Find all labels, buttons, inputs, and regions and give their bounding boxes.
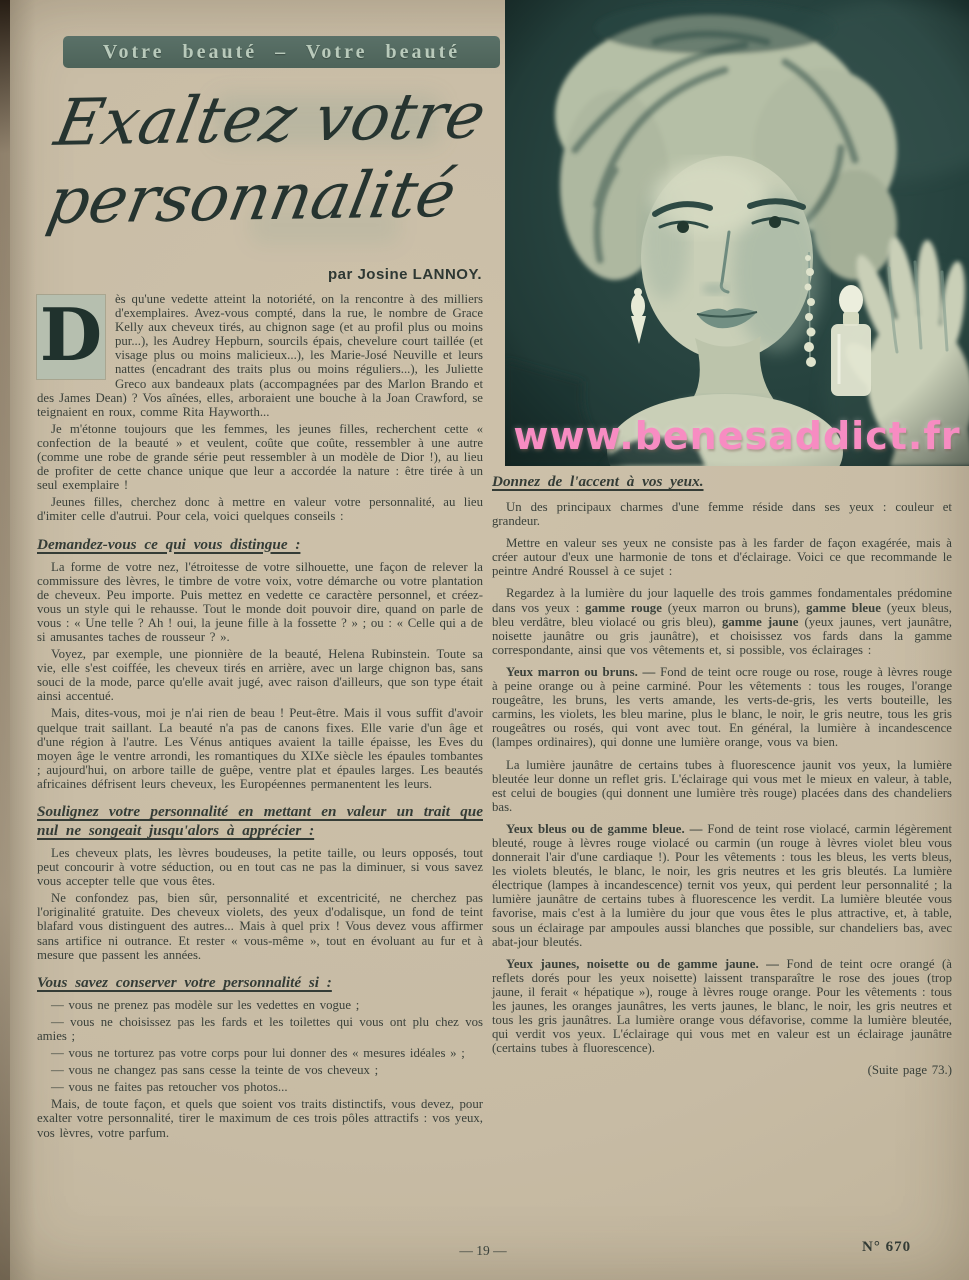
paragraph: Jeunes filles, cherchez donc à mettre en valeur votre personnalité, au lieu d'imiter celle d'autrui. Pour cela, voici quelques conseils : bbox=[37, 495, 483, 524]
paragraph: Un des principaux charmes d'une femme réside dans ses yeux : couleur et grandeur. bbox=[492, 500, 952, 529]
paragraph-yeux-bleus bbox=[492, 822, 952, 949]
left-column bbox=[37, 292, 483, 1143]
subheading-distingue: Demandez-vous ce qui vous distingue : bbox=[37, 535, 301, 553]
woman-portrait-illustration bbox=[505, 0, 969, 466]
paragraph-gammes bbox=[492, 586, 952, 656]
paragraph-text: (yeux bleus, bleu verdâtre, bleu violacé ou gris bleu), bbox=[492, 600, 952, 629]
watermark: www.benesaddict.fr bbox=[513, 414, 961, 458]
list-item: — vous ne prenez pas modèle sur les vedettes en vogue ; bbox=[51, 997, 360, 1012]
list-item: — vous ne choisissez pas les fards et les toilettes qui vous ont plu chez vos amies ; bbox=[37, 1014, 483, 1043]
paragraph-yeux-marron bbox=[492, 665, 952, 750]
section-banner-label: Votre beauté – Votre beauté bbox=[102, 40, 461, 63]
paragraph: Ne confondez pas, bien sûr, personnalité et excentricité, ne cherchez pas l'originalité gratuite. Des cheveux violets, des yeux d'odalisque, un fond de teint blafard vous distinguent des autres... Mais à quel prix ! Vous devez vous affirmer sans artifice ni outrance. Et rester « vous-même », tout en évoluant au fur et à mesure que passent les années. bbox=[37, 891, 483, 962]
page-number: — 19 — bbox=[459, 1243, 507, 1258]
gamme-rouge-label: gamme rouge bbox=[585, 600, 662, 615]
paragraph-text: ès qu'une vedette atteint la notoriété, on la rencontre à des milliers d'exemplaires. Avez-vous compté, dans la rue, le nombre de Grace Kelly aux cheveux tirés, au chignon sage (et au profil plus ou moins pur...), les Audrey Hepburn, sourcils épais, chevelure court taillée (et visage plus ou moins malicieux...), les Marie-José Neuville et leurs nattes (encadrant des traits plus ou moins réguliers...), les Juliette Greco aux bandeaux plats (accompagnées par des Marlon Brando et des James Dean) ? Vos aînées, elles, arboraient une bouche à la Joan Crawford, se teignaient en roux, comme Rita Hayworth... bbox=[37, 292, 483, 419]
paragraph-text: Fond de teint rose violacé, carmin légèrement bleuté, rouge à lèvres rouge violacé ou carmin (un rouge à lèvres violet bleu vous donnerait l'air d'une cardiaque !). Pour les vêtements : tous les bleus, les verts bleus, les violets bleutés, le blanc, le noir, les gris neutres et les gris bleutés. La lumière électrique (lampes à incandescence) ternit vos yeux, qui perdent leur personnalité ; la lumière jaunâtre de certains tubes à fluorescence les verdit. La lumière bleutée vous favorise, mais c'est à la lumière du jour que vous êtes le plus attractive, et, à table, sous un éclairage par ampoules aussi blanches que possible, sur chandeliers bas, avec abat-jour bleutés. bbox=[492, 821, 952, 949]
paragraph: Mettre en valeur ses yeux ne consiste pas à les farder de façon exagérée, mais à créer autour d'eux une harmonie de tons et d'éclairage. Voici ce que recommande le peintre André Roussel à ce sujet : bbox=[492, 536, 952, 579]
paragraph: La lumière jaunâtre de certains tubes à fluorescence jaunit vos yeux, la lumière bleutée leur donne un reflet gris. L'éclairage qui vous met le mieux en valeur, à table, est celui de bougies (qui donnent une lumière très rouge) placées dans des chandeliers bas. bbox=[492, 757, 952, 814]
subheading-soulignez: Soulignez votre personnalité en mettant en valeur un trait que nul ne songeait jusqu'alors à apprécier : bbox=[37, 803, 483, 839]
paragraph: Voyez, par exemple, une pionnière de la beauté, Helena Rubinstein. Toute sa vie, elle s'est coiffée, les cheveux tirés en arrière, avec un large chignon bas, sans souci de la mode, parce qu'elle avait jugé, avec raison d'ailleurs, que son type était ainsi accentué. bbox=[37, 647, 483, 704]
list-item: — vous ne changez pas sans cesse la teinte de vos cheveux ; bbox=[51, 1063, 379, 1078]
section-banner bbox=[63, 36, 500, 68]
subheading-conserver: Vous savez conserver votre personnalité si : bbox=[37, 973, 332, 991]
paragraph: Mais, de toute façon, et quels que soient vos traits distinctifs, vous devez, pour exalter votre personnalité, tirer le maximum de ces trois pôles attractifs : vos yeux, vos lèvres, votre parfum. bbox=[37, 1097, 483, 1140]
paragraph: La forme de votre nez, l'étroitesse de votre silhouette, une façon de relever la commissure des lèvres, le timbre de votre voix, votre démarche ou votre plantation de cheveux. Peu importe. Puis mettez en vedette ce caractère personnel, et créez-vous un style qui le rehausse. Tout le monde doit pouvoir dire, quand on parle de vous : « Une telle ? Ah ! oui, la jeune fille à la fossette ? » ; ou : « Celle qui a de si amusantes taches de rousseur ? ». bbox=[37, 559, 483, 644]
paragraph: Les cheveux plats, les lèvres boudeuses, la petite taille, ou leurs opposés, tout peut concourir à votre séduction, ou en tout cas ne pas la diminuer, si vous savez vous accepter telle que vous êtes. bbox=[37, 846, 483, 889]
right-column bbox=[492, 472, 952, 1085]
page-edge-shadow bbox=[0, 0, 10, 1280]
article-title-line-2: personnalité bbox=[41, 157, 462, 240]
portrait-photo bbox=[505, 0, 969, 466]
paragraph: Mais, dites-vous, moi je n'ai rien de beau ! Peut-être. Mais il vous suffit d'avoir quelque trait saillant. La beauté n'a pas de canons fixes. Elle varie d'un âge et d'une région à l'autre. Les Vénus antiques avaient la taille épaisse, les Eves du moyen âge le ventre arrondi, les romantiques du XIXe siècle les épaules tombantes ; aujourd'hui, on arbore taille de guêpe, ventre plat et épaules larges. Les beautés africaines défrisent leurs cheveux, les Européennes permanentent les leurs. bbox=[37, 706, 483, 791]
list-item: — vous ne torturez pas votre corps pour lui donner des « mesures idéales » ; bbox=[51, 1046, 465, 1061]
list-item: — vous ne faites pas retoucher vos photos... bbox=[51, 1080, 288, 1095]
paragraph-lead: Yeux marron ou bruns. — bbox=[506, 664, 661, 679]
page-crease bbox=[10, 0, 36, 1280]
issue-number: N° 670 bbox=[862, 1239, 912, 1255]
gamme-jaune-label: gamme jaune bbox=[722, 614, 799, 629]
paragraph-text: Fond de teint ocre orangé (à reflets dorés pour les yeux noisette) laissent transparaître le rose des joues (trop jaune, il ferait « hépatique »), rouge à lèvres rouge orange. Pour les vêtements : tous les jaunes, les oranges jaunâtres, les verts jaunes, le blanc, le noir, les gris neutres et tous les gris jaunâtres. La lumière orange vous défavorise, comme la lumière bleutée, qui verdit vos yeux. L'éclairage qui vous met en valeur est un éclairage jaunâtre (certains tubes à fluorescence). bbox=[492, 956, 952, 1056]
article-title-line-1: Exaltez votre bbox=[49, 79, 492, 161]
subheading-yeux: Donnez de l'accent à vos yeux. bbox=[492, 473, 704, 490]
paragraph-text: Regardez à la lumière du jour laquelle des trois gammes fondamentales prédomine dans vos yeux : bbox=[492, 586, 952, 615]
paragraph-lead: Yeux jaunes, noisette ou de gamme jaune. — bbox=[506, 956, 787, 971]
paragraph-lead: Yeux bleus ou de gamme bleue. — bbox=[506, 821, 708, 836]
paragraph-intro bbox=[37, 292, 483, 419]
article-title bbox=[41, 74, 496, 244]
paragraph-yeux-jaunes bbox=[492, 957, 952, 1056]
paragraph: Je m'étonne toujours que les femmes, les jeunes filles, recherchent cette « confection de la beauté » et veulent, coûte que coûte, ressembler à une autre (comme une robe de grande série peut ressembler à un modèle de Dior !), au lieu de profiter de cette chance unique que leur a accordée la nature : être tirée à un seul exemplaire ! bbox=[37, 421, 483, 493]
byline: par Josine LANNOY. bbox=[327, 266, 482, 283]
drop-cap: D bbox=[37, 295, 105, 379]
continuation-note: (Suite page 73.) bbox=[867, 1063, 952, 1078]
paragraph-text: (yeux marron ou bruns), bbox=[661, 600, 807, 615]
gamme-bleue-label: gamme bleue bbox=[806, 600, 881, 615]
paragraph-text: (yeux jaunes, vert jaunâtre, noisette jaunâtre ou gris jaunâtre), et choisissez vos fards dans la gamme correspondante, ainsi que vos vêtements et, si possible, vos éclairages : bbox=[492, 614, 952, 657]
paragraph-text: Fond de teint ocre rouge ou rose, rouge à lèvres rouge à peine orange ou à peine carminé. Pour les vêtements : tous les rouges, l'orange rougeâtre, les bruns, les verts amande, les verts-de-gris, les verts bouteille, les carmins, les violets, les bleu marine, plus le blanc, le noir, le gris neutre, tous les gris rougeâtres ou rosés, qui vont avec tout. En général, la lumière à incandescence (lampes ordinaires), qui donne une lumière orange, vous va bien. bbox=[492, 664, 952, 750]
